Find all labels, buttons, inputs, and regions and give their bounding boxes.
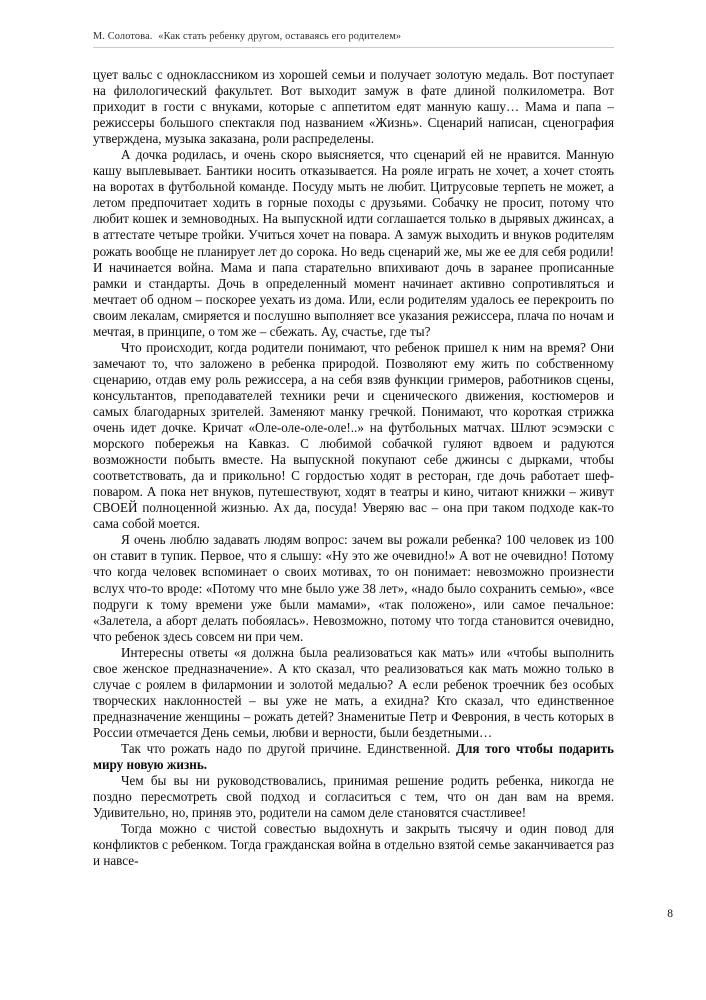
emphasized-statement: Для того чтобы подарить миру новую жизнь. xyxy=(93,740,614,773)
paragraph-lead-text: Так что рожать надо по другой причине. Единственной. xyxy=(121,740,456,756)
running-header-author: М. Солотова. xyxy=(93,31,153,42)
paragraph: Я очень люблю задавать людям вопрос: зачем вы рожали ребенка? 100 человек из 100 он ставит в тупик. Первое, что я слышу: «Ну это же очевидно!» А вот не очевидно! Потому что когда человек вспоминает о своих мотивах, то он понимает: невозможно произнести вслух что-то вроде: «Потому что мне было уже 38 лет», «надо было сохранить семью», «все подруги к тому времени уже были мамами», «так положено», или самое печальное: «Залетела, а аборт делать побоялась». Невозможно, потому что тогда становится очевидно, что ребенок здесь совсем ни при чем. xyxy=(93,532,614,644)
paragraph: Что происходит, когда родители понимают, что ребенок пришел к ним на время? Они замечают то, что заложено в ребенка природой. Позволяют ему жить по собственному сценарию, отдав ему роль режиссера, а на себя взяв функции гримеров, работников сцены, консультантов, преподавателей техники речи и сценического движения, костюмеров и самых благодарных зрителей. Заменяют манку гречкой. Понимают, что короткая стрижка очень идет дочке. Кричат «Оле-оле-оле-оле!..» на футбольных матчах. Шлют эсэмэски с морского побережья на Кавказ. С любимой собачкой гуляют вдвоем и радуются возможности побыть вместе. На выпускной покупают себе джинсы с дырками, чтобы соответствовать, да и прикольно! С гордостью ходят в ресторан, где дочь работает шеф-поваром. А пока нет внуков, путешествуют, ходят в театры и кино, читают книжки – живут СВОЕЙ полноценной жизнью. Ах да, посуда! Уверяю вас – она при таком подходе как-то сама собой моется. xyxy=(93,339,614,532)
paragraph-continued: цует вальс с одноклассником из хорошей семьи и получает золотую медаль. Вот поступает на филологический факультет. Вот выходит замуж в фате длиной полкилометра. Вот приходит в гости с внуками, которые с аппетитом едят манную кашу… Мама и папа – режиссеры большого спектакля под названием «Жизнь». Сценарий написан, сценография утверждена, музыка заказана, роли распределены. xyxy=(93,67,614,147)
page-number: 8 xyxy=(667,908,673,920)
running-header-title: «Как стать ребенку другом, оставаясь его родителем» xyxy=(158,31,402,42)
paragraph: Чем бы вы ни руководствовались, принимая решение родить ребенка, никогда не поздно пересмотреть свой подход и согласиться с тем, что он дан вам на время. Удивительно, но, приняв это, родители на самом деле становятся счастливее! xyxy=(93,773,614,821)
body-text-block xyxy=(93,67,614,869)
header-divider-rule xyxy=(93,47,614,48)
paragraph: Тогда можно с чистой совестью выдохнуть и закрыть тысячу и один повод для конфликтов с ребенком. Тогда гражданская война в отдельно взятой семье заканчивается раз и навсе- xyxy=(93,821,614,869)
paragraph: А дочка родилась, и очень скоро выясняется, что сценарий ей не нравится. Манную кашу выплевывает. Бантики носить отказывается. На рояле играть не хочет, а хочет стоять на воротах в футбольной команде. Посуду мыть не любит. Цитрусовые терпеть не может, а летом предпочитает ходить в горные походы с друзьями. Собачку не просит, потому что любит кошек и земноводных. На выпускной идти соглашается только в дырявых джинсах, а в аттестате четыре тройки. Учиться хочет на повара. А замуж выходить и внуков родителям рожать вообще не планирует лет до сорока. Но ведь сценарий же, мы же ее для себя родили! И начинается война. Мама и папа старательно впихивают дочь в заранее прописанные рамки и стандарты. Дочь в определенный момент начинает активно сопротивляться и мечтает об одном – поскорее уехать из дома. Или, если родителям удалось ее перекроить по своим лекалам, смиряется и послушно выполняет все указания режиссера, плача по ночам и мечтая, в принципе, о том же – сбежать. Ау, счастье, где ты? xyxy=(93,147,614,339)
paragraph-with-emphasis xyxy=(93,741,614,773)
running-header xyxy=(93,0,614,42)
paragraph: Интересны ответы «я должна была реализоваться как мать» или «чтобы выполнить свое женское предназначение». А кто сказал, что реализоваться как мать можно только в случае с роялем в филармонии и золотой медалью? А если ребенок троечник без особых творческих наклонностей – вы уже не мать, а ехидна? Кто сказал, что единственное предназначение женщины – рожать детей? Знаменитые Петр и Феврония, в честь которых в России отмечается День семьи, любви и верности, были бездетными… xyxy=(93,644,614,740)
page-content xyxy=(93,0,614,869)
